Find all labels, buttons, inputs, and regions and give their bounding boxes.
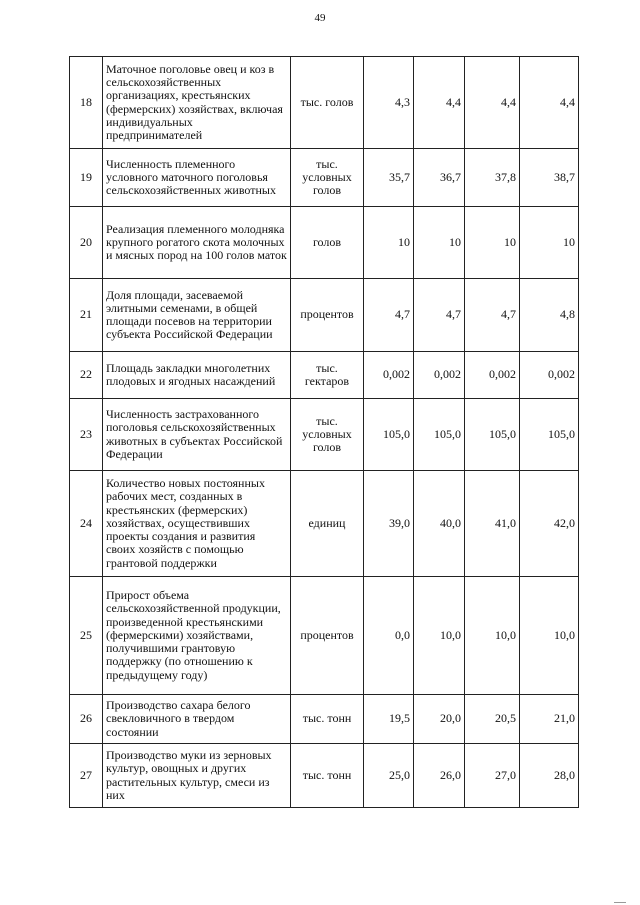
- value-cell-2: 20,0: [414, 695, 465, 744]
- value-cell-3: 4,7: [465, 279, 520, 352]
- table-row: [70, 207, 579, 279]
- unit-of-measure: тыс. гектаров: [291, 352, 364, 399]
- unit-of-measure: тыс. голов: [291, 57, 364, 149]
- value-cell-4: 42,0: [520, 471, 579, 577]
- table-row: [70, 352, 579, 399]
- value-cell-1: 10: [364, 207, 414, 279]
- indicator-name: Численность застрахованного поголовья сельскохозяйственных животных в субъектах Российской Федерации: [103, 399, 291, 471]
- value-cell-2: 26,0: [414, 744, 465, 808]
- value-cell-3: 37,8: [465, 149, 520, 207]
- value-cell-4: 21,0: [520, 695, 579, 744]
- value-cell-2: 0,002: [414, 352, 465, 399]
- indicator-name: Площадь закладки многолетних плодовых и ягодных насаждений: [103, 352, 291, 399]
- indicator-name: Производство муки из зерновых культур, овощных и других растительных культур, смеси из них: [103, 744, 291, 808]
- value-cell-3: 41,0: [465, 471, 520, 577]
- unit-of-measure: тыс. тонн: [291, 744, 364, 808]
- unit-of-measure: процентов: [291, 279, 364, 352]
- value-cell-2: 4,4: [414, 57, 465, 149]
- value-cell-4: 4,8: [520, 279, 579, 352]
- value-cell-4: 38,7: [520, 149, 579, 207]
- indicator-name: Доля площади, засеваемой элитными семенами, в общей площади посевов на территории субъекта Российской Федерации: [103, 279, 291, 352]
- value-cell-3: 20,5: [465, 695, 520, 744]
- value-cell-4: 0,002: [520, 352, 579, 399]
- row-number: 18: [70, 57, 103, 149]
- unit-of-measure: процентов: [291, 577, 364, 695]
- indicator-name: Количество новых постоянных рабочих мест, созданных в крестьянских (фермерских) хозяйствах, осуществивших проекты создания и развития своих хозяйств с помощью грантовой поддержки: [103, 471, 291, 577]
- value-cell-2: 10,0: [414, 577, 465, 695]
- value-cell-3: 10,0: [465, 577, 520, 695]
- value-cell-1: 25,0: [364, 744, 414, 808]
- page-corner-mark: [614, 902, 626, 903]
- value-cell-1: 0,0: [364, 577, 414, 695]
- page-number: 49: [314, 12, 326, 24]
- value-cell-3: 4,4: [465, 57, 520, 149]
- value-cell-4: 10,0: [520, 577, 579, 695]
- value-cell-4: 105,0: [520, 399, 579, 471]
- indicators-table: [69, 56, 579, 808]
- value-cell-2: 10: [414, 207, 465, 279]
- table-row: [70, 279, 579, 352]
- value-cell-1: 35,7: [364, 149, 414, 207]
- table-row: [70, 471, 579, 577]
- value-cell-2: 36,7: [414, 149, 465, 207]
- indicator-name: Маточное поголовье овец и коз в сельскохозяйственных организациях, крестьянских (фермерских) хозяйствах, включая индивидуальных предпринимателей: [103, 57, 291, 149]
- value-cell-2: 4,7: [414, 279, 465, 352]
- row-number: 27: [70, 744, 103, 808]
- value-cell-1: 0,002: [364, 352, 414, 399]
- row-number: 24: [70, 471, 103, 577]
- unit-of-measure: тыс. условных голов: [291, 149, 364, 207]
- value-cell-3: 105,0: [465, 399, 520, 471]
- value-cell-1: 39,0: [364, 471, 414, 577]
- row-number: 23: [70, 399, 103, 471]
- value-cell-3: 0,002: [465, 352, 520, 399]
- value-cell-3: 27,0: [465, 744, 520, 808]
- table-row: [70, 577, 579, 695]
- unit-of-measure: тыс. условных голов: [291, 399, 364, 471]
- value-cell-1: 4,3: [364, 57, 414, 149]
- row-number: 22: [70, 352, 103, 399]
- unit-of-measure: тыс. тонн: [291, 695, 364, 744]
- unit-of-measure: единиц: [291, 471, 364, 577]
- table-row: [70, 695, 579, 744]
- indicator-name: Прирост объема сельскохозяйственной продукции, произведенной крестьянскими (фермерскими) хозяйствами, получившими грантовую поддержку (по отношению к предыдущему году): [103, 577, 291, 695]
- row-number: 21: [70, 279, 103, 352]
- value-cell-3: 10: [465, 207, 520, 279]
- value-cell-4: 28,0: [520, 744, 579, 808]
- row-number: 19: [70, 149, 103, 207]
- value-cell-1: 105,0: [364, 399, 414, 471]
- table-row: [70, 149, 579, 207]
- table-row: [70, 57, 579, 149]
- value-cell-1: 19,5: [364, 695, 414, 744]
- value-cell-4: 4,4: [520, 57, 579, 149]
- indicator-name: Производство сахара белого свекловичного в твердом состоянии: [103, 695, 291, 744]
- indicator-name: Численность племенного условного маточного поголовья сельскохозяйственных животных: [103, 149, 291, 207]
- value-cell-1: 4,7: [364, 279, 414, 352]
- row-number: 20: [70, 207, 103, 279]
- table-row: [70, 399, 579, 471]
- unit-of-measure: голов: [291, 207, 364, 279]
- table-row: [70, 744, 579, 808]
- row-number: 26: [70, 695, 103, 744]
- indicator-name: Реализация племенного молодняка крупного рогатого скота молочных и мясных пород на 100 голов маток: [103, 207, 291, 279]
- value-cell-2: 40,0: [414, 471, 465, 577]
- value-cell-2: 105,0: [414, 399, 465, 471]
- row-number: 25: [70, 577, 103, 695]
- value-cell-4: 10: [520, 207, 579, 279]
